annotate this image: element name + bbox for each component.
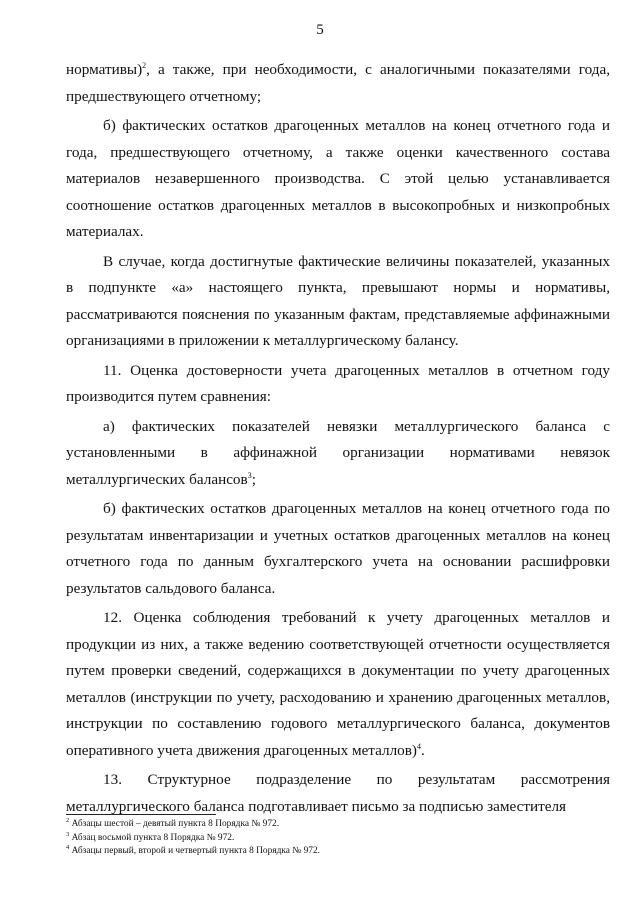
footnote-text: Абзацы шестой – девятый пункта 8 Порядка № 972. bbox=[71, 819, 280, 829]
paragraph-text-tail: , а также, при необходимости, с аналогичными показателями года, предшествующего отчетному; bbox=[66, 61, 610, 105]
footnote-item bbox=[66, 845, 610, 859]
footnote-number: 4 bbox=[66, 843, 70, 851]
paragraph-section-11: 11. Оценка достоверности учета драгоценных металлов в отчетном году производится путем сравнения: bbox=[66, 361, 610, 405]
paragraph-text-tail: . bbox=[421, 741, 425, 759]
paragraph-section-13: 13. Структурное подразделение по результатам рассмотрения металлургического баланса подготавливает письмо за подписью заместителя bbox=[66, 771, 610, 815]
footnote-ref: 4 bbox=[417, 741, 421, 751]
paragraph-item-a-imbalance bbox=[66, 414, 610, 494]
paragraph-text: а) фактических показателей невязки металлургического баланса с установленными в аффинажной организации нормативами невязок металлургических балансов bbox=[66, 417, 610, 488]
page-number: 5 bbox=[316, 22, 324, 38]
footnote-ref: 3 bbox=[247, 470, 252, 480]
footnote-text: Абзацы первый, второй и четвертый пункта 8 Порядка № 972. bbox=[71, 846, 320, 856]
paragraph-text: нормативы) bbox=[66, 61, 143, 78]
footnotes bbox=[66, 818, 610, 859]
footnote-number: 2 bbox=[66, 816, 70, 824]
paragraph-text-tail: ; bbox=[251, 470, 256, 488]
paragraph-exceed-case: В случае, когда достигнутые фактические величины показателей, указанных в подпункте «а» настоящего пункта, превышают нормы и нормативы, рассматриваются пояснения по указанным фактам, представляемые аффинажными организациями в приложении к металлургическому балансу. bbox=[66, 252, 610, 349]
paragraph-continuation bbox=[66, 57, 610, 110]
footnote-number: 3 bbox=[66, 830, 70, 838]
paragraph-text: 12. Оценка соблюдения требований к учету драгоценных металлов и продукции из них, а также ведению соответствующей отчетности осуществляется путем проверки сведений, содержащихся в документации по учету драгоценных металлов (инструкции по учету, расходованию и хранению драгоценных металлов, инструкции по составлению годового металлургического баланса, документов оперативного учета движения драгоценных металлов) bbox=[66, 609, 610, 759]
paragraph-section-12 bbox=[66, 605, 610, 764]
paragraph-item-b-remains: б) фактических остатков драгоценных металлов на конец отчетного года и года, предшествующего отчетному, а также оценки качественного состава материалов незавершенного производства. С этой целью устанавливается соотношение остатков драгоценных металлов в высокопробных и низкопробных материалах. bbox=[66, 117, 610, 240]
paragraph-item-b-inventory: б) фактических остатков драгоценных металлов на конец отчетного года по результатам инвентаризации и учетных остатков драгоценных металлов на конец отчетного года по данным бухгалтерского учета на основании расшифровки результатов сальдового баланса. bbox=[66, 500, 610, 597]
body-text bbox=[66, 57, 610, 820]
footnote-ref: 2 bbox=[142, 60, 147, 70]
footnote-text: Абзац восьмой пункта 8 Порядка № 972. bbox=[71, 832, 235, 843]
footnote-item bbox=[66, 832, 610, 846]
footnote-divider bbox=[66, 814, 216, 815]
footnote-item bbox=[66, 818, 610, 832]
